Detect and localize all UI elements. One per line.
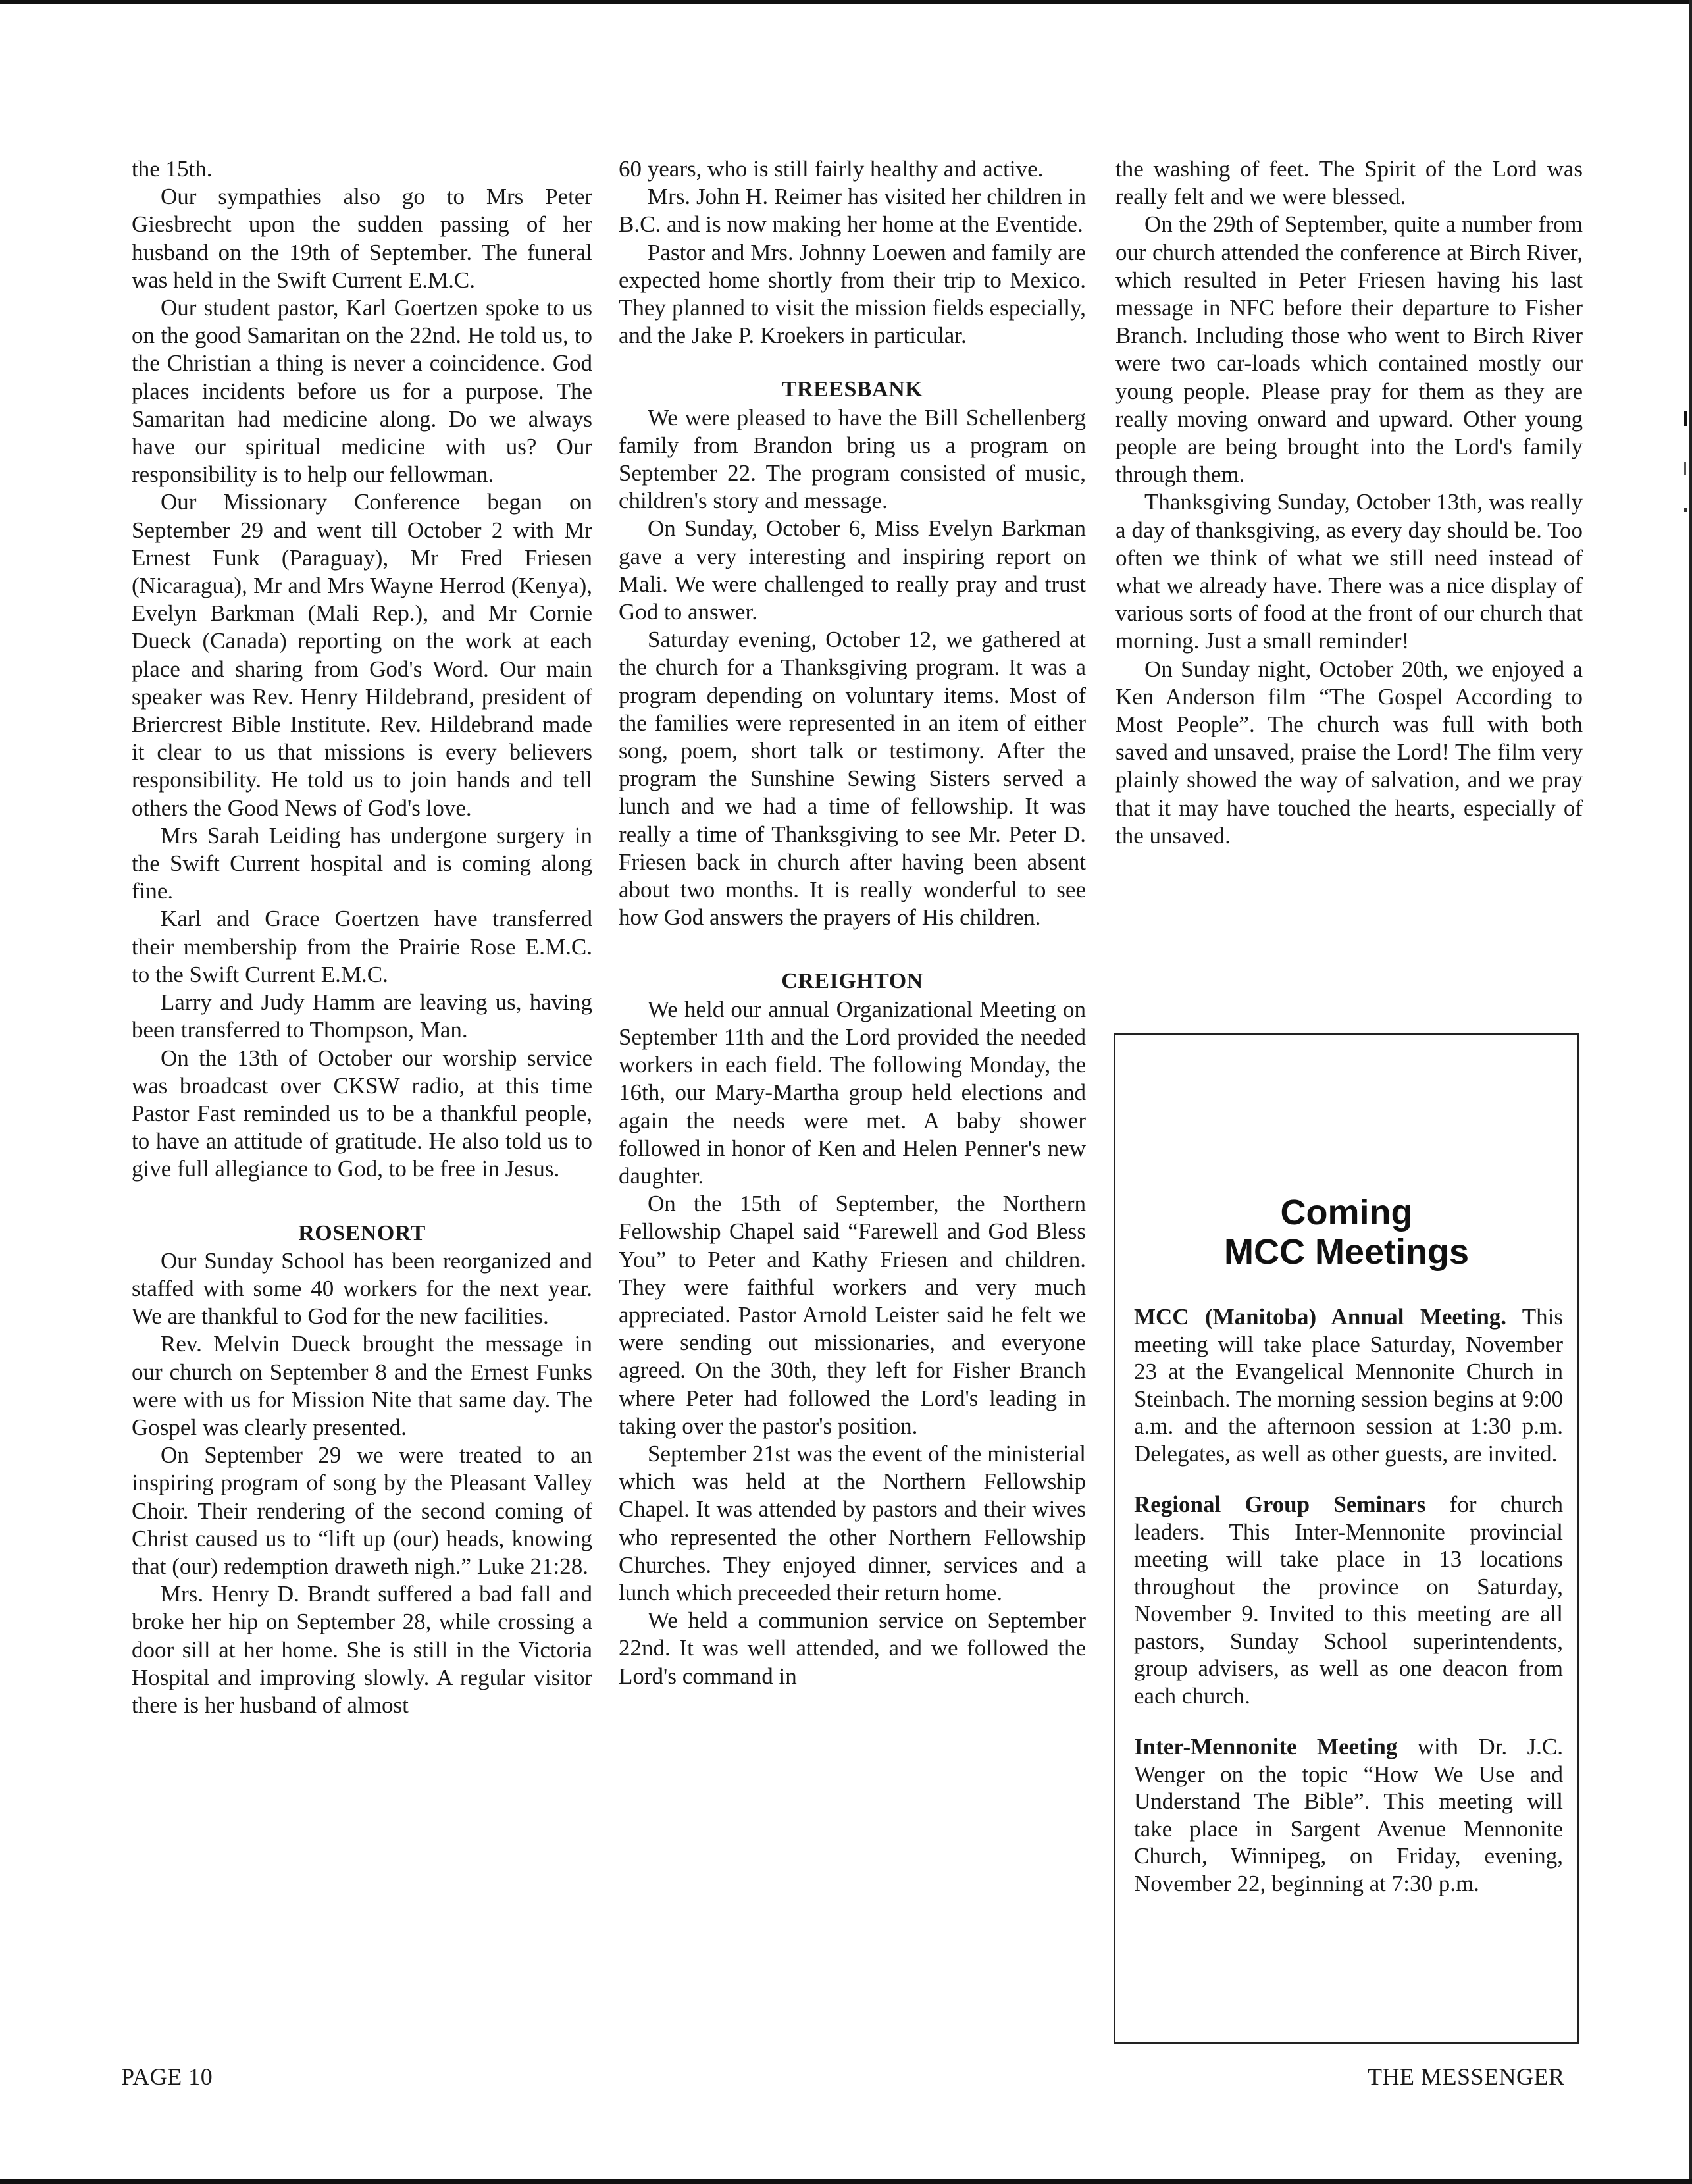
page-number: PAGE 10 (121, 2064, 213, 2090)
paragraph: On Sunday, October 6, Miss Evelyn Barkman gave a very interesting and inspiring report on Mali. We were challenged to really pray and trust God to answer. (619, 515, 1086, 625)
paragraph: Rev. Melvin Dueck brought the message in our church on September 8 and the Ernest Funks were with us for Mission Nite that same day. The Gospel was clearly presented. (132, 1331, 592, 1440)
column-3 (1115, 155, 1583, 850)
box-title (1115, 1193, 1577, 1272)
paragraph: On the 13th of October our worship service was broadcast over CKSW radio, at this time Pastor Fast reminded us to be a thankful people, to have an attitude of gratitude. He also told us to give full allegiance to God, to be free in Jesus. (132, 1045, 592, 1182)
meeting-title: Regional Group Seminars (1134, 1492, 1426, 1517)
meeting-title: Inter-Mennonite Meeting (1134, 1734, 1398, 1759)
paragraph: We held a communion service on September 22nd. It was well attended, and we followed the Lord's command in (619, 1607, 1086, 1689)
paragraph: On the 15th of September, the Northern Fellowship Chapel said “Farewell and God Bless You” to Peter and Kathy Friesen and children. They were faithful workers and very much appreciated. Pastor Arnold Leister said he felt we were sending out missionaries, and everyone agreed. On the 30th, they left for Fisher Branch where Peter had followed the Lord's leading in taking over the pastor's position. (619, 1191, 1086, 1439)
column-1 (132, 155, 592, 1719)
paragraph: Mrs. Henry D. Brandt suffered a bad fall and broke her hip on September 28, while crossing a door sill at her home. She is still in the Victoria Hospital and improving slowly. A regular visitor there is her husband of almost (132, 1581, 592, 1718)
paragraph: Mrs. John H. Reimer has visited her children in B.C. and is now making her home at the Eventide. (619, 184, 1086, 238)
paragraph: On Sunday night, October 20th, we enjoyed a Ken Anderson film “The Gospel According to Most People”. The church was full with both saved and unsaved, praise the Lord! The film very plainly showed the way of salvation, and we pray that it may have touched the hearts, especially of the unsaved. (1115, 656, 1583, 848)
box-body (1134, 1303, 1563, 1921)
page-border-top (0, 0, 1692, 4)
publication-name: THE MESSENGER (1368, 2064, 1565, 2090)
mcc-meetings-box (1114, 1033, 1579, 2044)
paragraph: On the 29th of September, quite a number from our church attended the conference at Birch River, which resulted in Peter Friesen having his last message in NFC before their departure to Fisher Branch. Including those who went to Birch River were two car-loads which contained mostly our young people. Please pray for them as they are really moving onward and upward. Other young people are being brought into the Lord's family through them. (1115, 211, 1583, 488)
scan-mark (1684, 411, 1687, 426)
page-border-bottom (0, 2179, 1692, 2184)
box-title-line-1: Coming (1280, 1193, 1413, 1232)
section-heading-treesbank: TREESBANK (781, 377, 923, 402)
paragraph: Our sympathies also go to Mrs Peter Giesbrecht upon the sudden passing of her husband on the 19th of September. The funeral was held in the Swift Current E.M.C. (132, 184, 592, 293)
paragraph: Mrs Sarah Leiding has undergone surgery in the Swift Current hospital and is coming along fine. (132, 822, 592, 904)
paragraph: the 15th. (132, 156, 213, 182)
paragraph: We were pleased to have the Bill Schellenberg family from Brandon bring us a program on September 22. The program consisted of music, children's story and message. (619, 404, 1086, 514)
page-border-right (1689, 0, 1692, 2184)
box-title-line-2: MCC Meetings (1223, 1232, 1469, 1272)
paragraph: the washing of feet. The Spirit of the Lord was really felt and we were blessed. (1115, 156, 1583, 210)
paragraph: We held our annual Organizational Meeting on September 11th and the Lord provided the needed workers in each field. The following Monday, the 16th, our Mary-Martha group held elections and again the needs were met. A baby shower followed in honor of Ken and Helen Penner's new daughter. (619, 996, 1086, 1189)
meeting-title: MCC (Manitoba) Annual Meeting. (1134, 1304, 1507, 1330)
paragraph: Thanksgiving Sunday, October 13th, was really a day of thanksgiving, as every day should be. Too often we think of what we still need instead of what we already have. There was a nice display of various sorts of food at the front of our church that morning. Just a small reminder! (1115, 489, 1583, 654)
meeting-item (1134, 1303, 1563, 1467)
section-heading-creighton: CREIGHTON (781, 969, 923, 994)
scan-mark (1684, 462, 1686, 475)
meeting-text: with Dr. J.C. Wenger on the topic “How We Use and Understand The Bible”. This meeting will take place in Sargent Avenue Mennonite Church, Winnipeg, on Friday, evening, November 22, beginning at 7:30 p.m. (1134, 1734, 1563, 1896)
paragraph: Saturday evening, October 12, we gathered at the church for a Thanksgiving program. It was a program depending on voluntary items. Most of the families were represented in an item of either song, poem, short talk or testimony. After the program the Sunshine Sewing Sisters served a lunch and we had a time of fellowship. It was really a time of Thanksgiving to see Mr. Peter D. Friesen back in church after having been absent about two months. It is really wonderful to see how God answers the prayers of His children. (619, 627, 1086, 931)
paragraph: Larry and Judy Hamm are leaving us, having been transferred to Thompson, Man. (132, 989, 592, 1043)
paragraph: Our Missionary Conference began on September 29 and went till October 2 with Mr Ernest Funk (Paraguay), Mr Fred Friesen (Nicaragua), Mr and Mrs Wayne Herrod (Kenya), Evelyn Barkman (Mali Rep.), and Mr Cornie Dueck (Canada) reporting on the work at each place and sharing from God's Word. Our main speaker was Rev. Henry Hildebrand, president of Briercrest Bible Institute. Rev. Hildebrand made it clear to us that missions is every believers responsibility. He told us to join hands and tell others the Good News of God's love. (132, 489, 592, 821)
section-heading-rosenort: ROSENORT (298, 1220, 426, 1245)
meeting-text: This meeting will take place Saturday, November 23 at the Evangelical Mennonite Church in Steinbach. The morning session begins at 9:00 a.m. and the afternoon session at 1:30 p.m. Delegates, as well as other guests, are invited. (1134, 1304, 1563, 1467)
paragraph: 60 years, who is still fairly healthy and active. (619, 156, 1044, 182)
paragraph: September 21st was the event of the ministerial which was held at the Northern Fellowship Chapel. It was attended by pastors and their wives who represented the other Northern Fellowship Churches. They enjoyed dinner, services and a lunch which preceeded their return home. (619, 1440, 1086, 1605)
paragraph: Our Sunday School has been reorganized and staffed with some 40 workers for the next year. We are thankful to God for the new facilities. (132, 1247, 592, 1330)
column-2 (619, 155, 1086, 1690)
paragraph: Pastor and Mrs. Johnny Loewen and family are expected home shortly from their trip to Mexico. They planned to visit the mission fields especially, and the Jake P. Kroekers in particular. (619, 239, 1086, 349)
paragraph: Our student pastor, Karl Goertzen spoke to us on the good Samaritan on the 22nd. He told us, to the Christian a thing is never a coincidence. God places incidents before us for a purpose. The Samaritan had medicine along. Do we always have our spiritual medicine with us? Our responsibility is to help our fellowman. (132, 295, 592, 488)
paragraph: On September 29 we were treated to an inspiring program of song by the Pleasant Valley Choir. Their rendering of the second coming of Christ caused us to “lift up (our) heads, knowing that (our) redemption draweth nigh.” Luke 21:28. (132, 1442, 592, 1579)
meeting-item (1134, 1733, 1563, 1897)
meeting-text: for church leaders. This Inter-Mennonite provincial meeting will take place in 13 locations throughout the province on Saturday, November 9. Invited to this meeting are all pastors, Sunday School superintendents, group advisers, as well as one deacon from each church. (1134, 1492, 1563, 1709)
meeting-item (1134, 1491, 1563, 1709)
scan-mark (1684, 508, 1687, 512)
paragraph: Karl and Grace Goertzen have transferred their membership from the Prairie Rose E.M.C. to the Swift Current E.M.C. (132, 906, 592, 987)
